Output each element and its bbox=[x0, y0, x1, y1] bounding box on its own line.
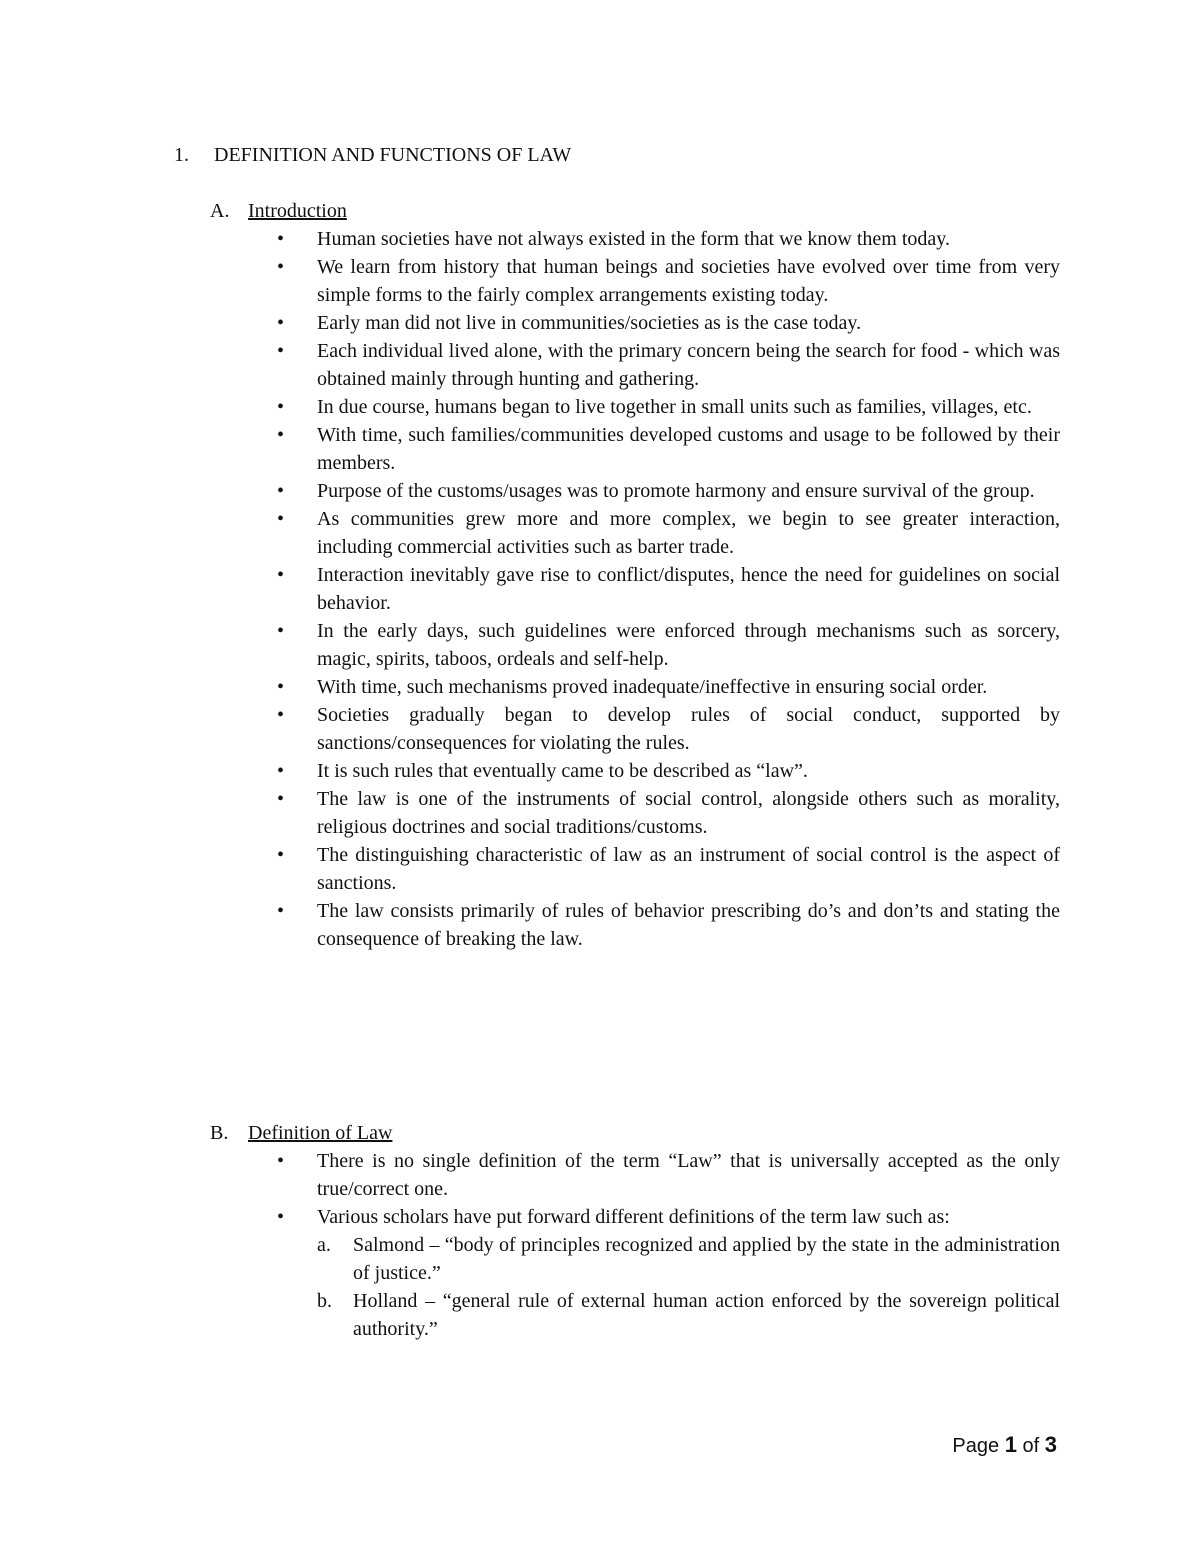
bullet-item bbox=[210, 393, 1060, 421]
bullet-text: The law is one of the instruments of social control, alongside others such as morality, religious doctrines and social traditions/customs. bbox=[317, 788, 1060, 838]
bullet-text: The law consists primarily of rules of behavior prescribing do’s and don’ts and stating the consequence of breaking the law. bbox=[317, 900, 1060, 950]
bullet-list bbox=[210, 225, 1060, 953]
bullet-list bbox=[210, 1147, 1060, 1231]
bullet-icon: • bbox=[276, 340, 284, 362]
bullet-item bbox=[210, 841, 1060, 897]
bullet-icon: • bbox=[276, 620, 284, 642]
bullet-icon: • bbox=[276, 704, 284, 726]
bullet-text: Early man did not live in communities/societies as is the case today. bbox=[317, 312, 862, 334]
bullet-text: As communities grew more and more complex, we begin to see greater interaction, including commercial activities such as barter trade. bbox=[317, 508, 1060, 558]
of-word: of bbox=[1022, 1435, 1040, 1457]
bullet-item bbox=[210, 757, 1060, 785]
bullet-icon: • bbox=[276, 1150, 284, 1172]
bullet-item bbox=[210, 225, 1060, 253]
bullet-text: There is no single definition of the term “Law” that is universally accepted as the only true/correct one. bbox=[317, 1150, 1060, 1200]
section-heading bbox=[210, 1119, 1060, 1147]
heading-title: DEFINITION AND FUNCTIONS OF LAW bbox=[214, 144, 572, 166]
bullet-item bbox=[210, 421, 1060, 477]
bullet-icon: • bbox=[276, 396, 284, 418]
definition-list bbox=[210, 1231, 1060, 1343]
bullet-text: Interaction inevitably gave rise to conflict/disputes, hence the need for guidelines on social behavior. bbox=[317, 564, 1060, 614]
definition-text: Salmond – “body of principles recognized and applied by the state in the administration of justice.” bbox=[353, 1234, 1060, 1284]
definition-marker: b. bbox=[317, 1290, 332, 1312]
section-letter: A. bbox=[210, 200, 230, 222]
bullet-icon: • bbox=[276, 844, 284, 866]
bullet-text: We learn from history that human beings and societies have evolved over time from very simple forms to the fairly complex arrangements existing today. bbox=[317, 256, 1060, 306]
bullet-item bbox=[210, 1147, 1060, 1203]
bullet-item bbox=[210, 1203, 1060, 1231]
definition-item bbox=[317, 1231, 1060, 1287]
page-number: 1 bbox=[1004, 1432, 1017, 1457]
bullet-icon: • bbox=[276, 760, 284, 782]
section-definition bbox=[210, 1119, 1060, 1343]
bullet-item bbox=[210, 561, 1060, 617]
bullet-item bbox=[210, 673, 1060, 701]
bullet-icon: • bbox=[276, 424, 284, 446]
bullet-text: In the early days, such guidelines were enforced through mechanisms such as sorcery, magic, spirits, taboos, ordeals and self-help. bbox=[317, 620, 1060, 670]
section-letter: B. bbox=[210, 1122, 229, 1144]
bullet-icon: • bbox=[276, 312, 284, 334]
bullet-text: With time, such families/communities developed customs and usage to be followed by their members. bbox=[317, 424, 1060, 474]
bullet-item bbox=[210, 309, 1060, 337]
bullet-item bbox=[210, 477, 1060, 505]
bullet-item bbox=[210, 505, 1060, 561]
bullet-item bbox=[210, 337, 1060, 393]
bullet-icon: • bbox=[276, 788, 284, 810]
bullet-icon: • bbox=[276, 508, 284, 530]
definition-item bbox=[317, 1287, 1060, 1343]
heading-number: 1. bbox=[174, 144, 189, 166]
bullet-item bbox=[210, 701, 1060, 757]
bullet-icon: • bbox=[276, 228, 284, 250]
bullet-text: Various scholars have put forward different definitions of the term law such as: bbox=[317, 1206, 950, 1228]
page-word: Page bbox=[952, 1435, 1000, 1457]
section-heading bbox=[210, 197, 1060, 225]
bullet-text: Societies gradually began to develop rules of social conduct, supported by sanctions/consequences for violating the rules. bbox=[317, 704, 1060, 754]
bullet-icon: • bbox=[276, 676, 284, 698]
page-footer bbox=[952, 1431, 1057, 1460]
bullet-item bbox=[210, 253, 1060, 309]
bullet-text: It is such rules that eventually came to be described as “law”. bbox=[317, 760, 808, 782]
main-heading bbox=[174, 141, 571, 169]
definition-marker: a. bbox=[317, 1234, 331, 1256]
bullet-item bbox=[210, 785, 1060, 841]
bullet-text: With time, such mechanisms proved inadequate/ineffective in ensuring social order. bbox=[317, 676, 988, 698]
section-title: Definition of Law bbox=[248, 1122, 393, 1144]
bullet-item bbox=[210, 617, 1060, 673]
bullet-icon: • bbox=[276, 256, 284, 278]
bullet-icon: • bbox=[276, 564, 284, 586]
page-total: 3 bbox=[1044, 1432, 1057, 1457]
bullet-text: The distinguishing characteristic of law as an instrument of social control is the aspect of sanctions. bbox=[317, 844, 1060, 894]
bullet-item bbox=[210, 897, 1060, 953]
section-introduction bbox=[210, 197, 1060, 953]
bullet-icon: • bbox=[276, 480, 284, 502]
bullet-text: Each individual lived alone, with the primary concern being the search for food - which was obtained mainly through hunting and gathering. bbox=[317, 340, 1060, 390]
bullet-icon: • bbox=[276, 900, 284, 922]
bullet-text: Purpose of the customs/usages was to promote harmony and ensure survival of the group. bbox=[317, 480, 1035, 502]
bullet-text: Human societies have not always existed in the form that we know them today. bbox=[317, 228, 950, 250]
definition-text: Holland – “general rule of external human action enforced by the sovereign political authority.” bbox=[353, 1290, 1060, 1340]
bullet-text: In due course, humans began to live together in small units such as families, villages, etc. bbox=[317, 396, 1032, 418]
section-title: Introduction bbox=[248, 200, 347, 222]
bullet-icon: • bbox=[276, 1206, 284, 1228]
